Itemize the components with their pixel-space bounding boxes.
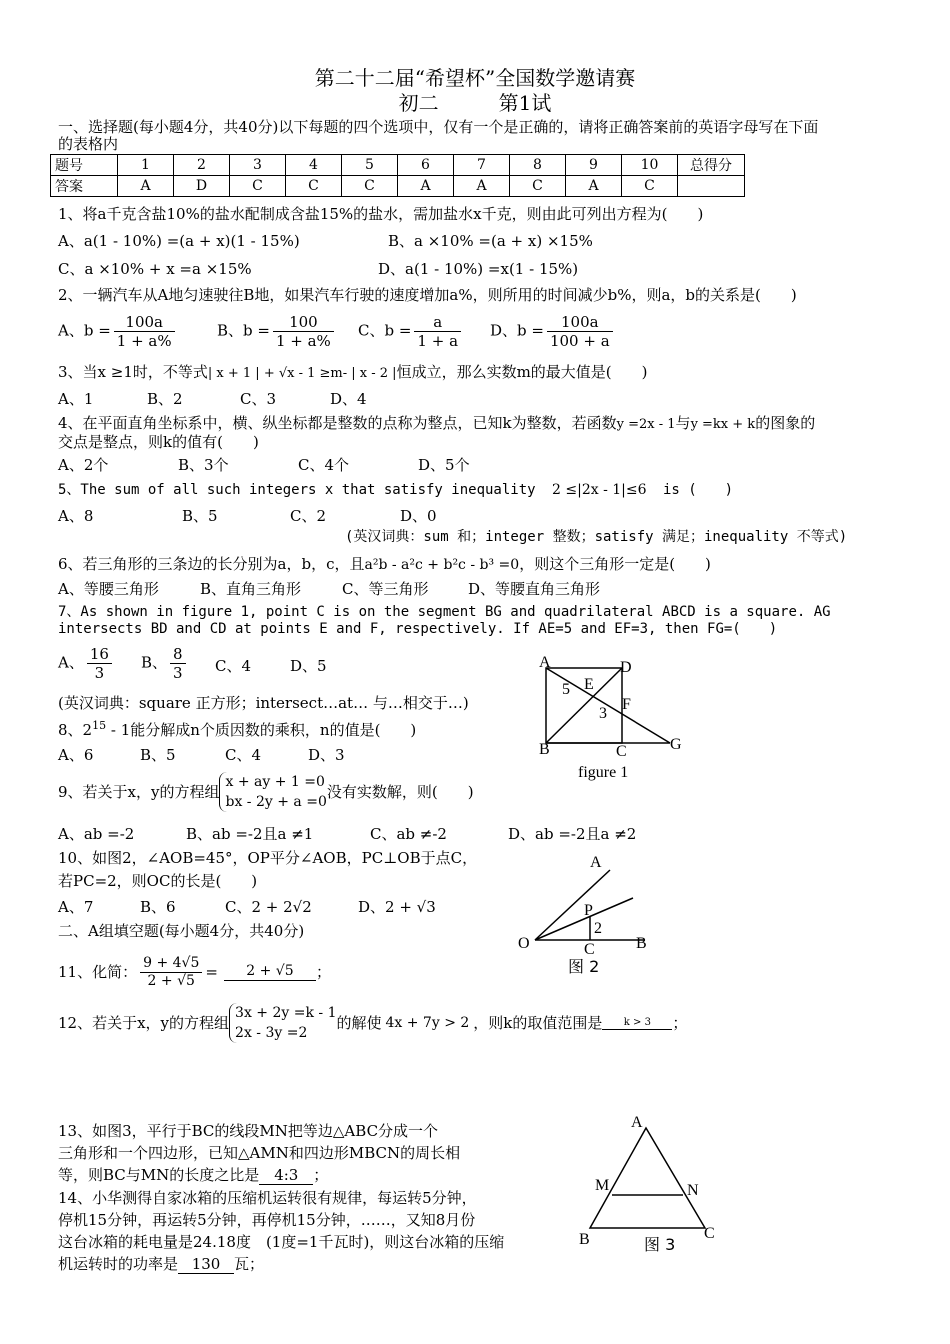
table-cell: A [398, 176, 454, 197]
q2-option-a [58, 313, 178, 350]
q8-option-c: C、4 [225, 746, 262, 764]
numerator: 100 [273, 313, 334, 332]
q11-answer: 2 + √5 [224, 963, 316, 981]
q13-text: ； [313, 1166, 329, 1184]
table-cell: C [622, 176, 678, 197]
q10-stem: 10、如图2，∠AOB=45°，OP平分∠AOB，PC⊥OB于点C， [58, 849, 478, 867]
label-g: G [670, 736, 682, 753]
q9-text: 9、若关于x，y的方程组 [58, 783, 220, 801]
q12-text: 12、若关于x，y的方程组 [58, 1014, 230, 1032]
q12-equation-2: 2x - 3y =2 [235, 1025, 308, 1041]
q10-option-d: D、2 + √3 [358, 898, 436, 916]
q4-option-c: C、4个 [298, 456, 350, 474]
q7-stem-cont: intersects BD and CD at points E and F, respectively. If AE=5 and EF=3, then FG=( ) [58, 621, 778, 637]
table-cell: 题号 [51, 155, 118, 176]
table-cell: C [342, 176, 398, 197]
q7-a-fraction [87, 645, 112, 682]
q14-line2: 停机15分钟，再运转5分钟，再停机15分钟，……，又知8月份 [58, 1211, 476, 1229]
q14-text: 机运转时的功率是 [58, 1255, 179, 1273]
table-cell: C [510, 176, 566, 197]
q5-option-a: A、8 [58, 507, 94, 525]
q2-d-prefix: D、b = [490, 321, 544, 340]
q8-option-a: A、6 [58, 746, 94, 764]
table-cell: C [230, 176, 286, 197]
table-cell: 9 [566, 155, 622, 176]
exam-subtitle: 初二 第1试 [398, 91, 552, 115]
q9-option-c: C、ab ≠-2 [370, 825, 447, 843]
label-b: B [636, 935, 647, 952]
q12 [58, 1000, 687, 1046]
section2-heading: 二、A组填空题(每小题4分，共40分) [58, 922, 305, 940]
table-cell: 7 [454, 155, 510, 176]
denominator: 1 + a [417, 332, 459, 350]
figure-2-diagram [515, 850, 665, 980]
q7-a-prefix: A、 [58, 653, 84, 672]
q8-exponent: 15 [92, 719, 107, 732]
q6-option-d: D、等腰直角三角形 [468, 580, 601, 598]
q5-option-c: C、2 [290, 507, 327, 525]
denominator: 100 + a [549, 332, 610, 350]
label-a: A [590, 854, 602, 871]
label-c: C [584, 941, 595, 958]
q3-option-d: D、4 [330, 390, 367, 408]
q7-option-a [58, 645, 115, 682]
q9-stem [58, 769, 474, 815]
q1-option-c: C、a ×10% + x =a ×15% [58, 260, 252, 278]
q3-text: 3、当 [58, 363, 98, 381]
table-cell: 6 [398, 155, 454, 176]
q3-stem [58, 363, 648, 382]
q5-text: 5、The sum of all such integers x that satisfy inequality [58, 482, 536, 498]
segment-ag [546, 668, 670, 743]
q11-fraction [140, 955, 202, 990]
denominator: 3 [94, 664, 105, 682]
table-cell: 8 [510, 155, 566, 176]
numerator: 9 + 4√5 [140, 955, 202, 973]
q7-b-prefix: B、 [141, 653, 168, 672]
q9-equation-2: bx - 2y + a =0 [225, 794, 327, 810]
q8-text: - 1 [106, 721, 131, 739]
q12-equation-1: 3x + 2y =k - 1 [235, 1004, 337, 1021]
numerator: 100a [547, 313, 613, 332]
q4-option-a: A、2个 [58, 456, 109, 474]
q3-option-a: A、1 [58, 390, 94, 408]
section1-heading: 一、选择题(每小题4分，共40分)以下每题的四个选项中，仅有一个是正确的，请将正确答案前的英语字母写在下面 [58, 118, 819, 136]
label-b: B [579, 1231, 590, 1248]
q12-text: ，则k的取值范围是 [473, 1014, 603, 1032]
label-c: C [704, 1225, 715, 1242]
q8-stem [58, 719, 416, 739]
q4-text: 与 [675, 414, 691, 432]
q9-equation-system [219, 772, 326, 813]
q5-option-b: B、5 [182, 507, 218, 525]
denominator: 1 + a% [116, 332, 172, 350]
q4-function-2: y =kx + k [690, 417, 756, 432]
section1-heading-cont: 的表格内 [58, 135, 119, 153]
q9-option-d: D、ab =-2且a ≠2 [508, 825, 637, 843]
figure-2-caption: 图 2 [568, 957, 600, 976]
q12-condition: 4x + 7y > 2 [385, 1014, 470, 1031]
q3-text: 恒成立，那么实数m的最大值是( ) [396, 363, 648, 381]
q2-c-prefix: C、b = [358, 321, 412, 340]
q8-option-b: B、5 [140, 746, 176, 764]
label-ae-length: 5 [562, 681, 570, 698]
q11-text: 11、化简： [58, 963, 138, 981]
q2-option-d [490, 313, 616, 350]
q7-option-c: C、4 [215, 657, 252, 675]
q2-c-fraction [414, 313, 461, 350]
label-b: B [539, 741, 550, 758]
figure-2 [515, 850, 665, 980]
label-e: E [584, 676, 594, 693]
table-cell: 10 [622, 155, 678, 176]
q13-line2: 三角形和一个四边形，已知△AMN和四边形MBCN的周长相 [58, 1144, 461, 1162]
figure-3-diagram [570, 1110, 730, 1260]
q10-option-a: A、7 [58, 898, 94, 916]
label-m: M [595, 1177, 610, 1194]
denominator: 3 [173, 664, 183, 682]
q7-b-fraction [170, 645, 186, 682]
q4-stem [58, 414, 815, 433]
q2-option-b [217, 313, 337, 350]
q3-inequality: | x + 1 | + √x - 1 ≥m- | x - 2 | [207, 366, 397, 381]
table-cell: 总得分 [678, 155, 745, 176]
q5-stem [58, 482, 733, 499]
q5-dictionary: (英汉词典：sum 和；integer 整数；satisfy 满足；inequality 不等式) [345, 529, 848, 545]
label-n: N [687, 1182, 699, 1199]
q9-equation-1: x + ay + 1 =0 [225, 773, 325, 790]
q9-option-b: B、ab =-2且a ≠1 [186, 825, 314, 843]
figure-1-diagram [530, 650, 700, 785]
q8-text: 8、 [58, 721, 83, 739]
q14-line3: 这台冰箱的耗电量是24.18度 (1度=1千瓦时)，则这台冰箱的压缩 [58, 1233, 505, 1251]
figure-3 [570, 1110, 730, 1260]
table-cell: D [174, 176, 230, 197]
label-o: O [518, 935, 530, 952]
q6-option-c: C、等三角形 [342, 580, 429, 598]
q3-option-c: C、3 [240, 390, 277, 408]
q12-answer: k > 3 [602, 1017, 672, 1030]
q7-stem: 7、As shown in figure 1, point C is on the segment BG and quadrilateral ABCD is a square. AG [58, 604, 831, 620]
q8-text: 能分解成n个质因数的乘积，n的值是( ) [130, 721, 417, 739]
q6-text: 6、若三角形的三条边的长分别为a，b，c，且 [58, 555, 365, 573]
label-f: F [622, 696, 631, 713]
q6-text: ，则这个三角形一定是( ) [519, 555, 711, 573]
table-cell: 2 [174, 155, 230, 176]
q13-text: 等，则BC与MN的长度之比是 [58, 1166, 260, 1184]
q10-stem-cont: 若PC=2，则OC的长是( ) [58, 872, 258, 890]
q2-b-prefix: B、b = [217, 321, 270, 340]
q7-dictionary: (英汉词典：square 正方形；intersect…at… 与…相交于…) [58, 694, 469, 712]
q14-answer: 130 [178, 1255, 234, 1274]
q14-line4 [58, 1255, 264, 1274]
q5-inequality: 2 ≤|2x - 1|≤6 [552, 482, 647, 498]
q10-option-c: C、2 + 2√2 [225, 898, 312, 916]
q1-option-a: A、a(1 - 10%) =(a + x)(1 - 15%) [58, 232, 300, 250]
table-cell: C [286, 176, 342, 197]
q5-text: is ( ) [662, 482, 734, 498]
q9-text: 没有实数解，则( ) [326, 783, 474, 801]
q1-option-b: B、a ×10% =(a + x) ×15% [388, 232, 593, 250]
numerator: a [414, 313, 461, 332]
q11-text: ； [315, 963, 331, 981]
q4-text: 的图象的 [755, 414, 816, 432]
table-row [51, 176, 745, 197]
table-cell [678, 176, 745, 197]
q2-a-prefix: A、b = [58, 321, 111, 340]
q6-equation: a²b - a²c + b²c - b³ =0 [364, 557, 520, 573]
label-p: P [584, 902, 593, 919]
q1-option-d: D、a(1 - 10%) =x(1 - 15%) [378, 260, 579, 278]
q11-equals: = [205, 963, 218, 981]
table-row [51, 155, 745, 176]
q4-option-d: D、5个 [418, 456, 470, 474]
q6-option-a: A、等腰三角形 [58, 580, 159, 598]
q12-text: 的解使 [336, 1014, 382, 1032]
q3-text: 时，不等式 [132, 363, 208, 381]
q13-answer: 4:3 [259, 1166, 313, 1185]
label-a: A [539, 654, 551, 671]
q2-stem: 2、一辆汽车从A地匀速驶往B地，如果汽车行驶的速度增加a%，则所用的时间减少b%，则a，b的关系是( ) [58, 286, 797, 304]
q4-stem-cont: 交点是整点，则k的值有( ) [58, 433, 259, 451]
q14-line1: 14、小华测得自家冰箱的压缩机运转很有规律，每运转5分钟， [58, 1189, 477, 1207]
q3-condition: x ≥1 [97, 363, 133, 381]
q13-line1: 13、如图3，平行于BC的线段MN把等边△ABC分成一个 [58, 1122, 439, 1140]
label-d: D [620, 659, 632, 676]
q9-option-a: A、ab =-2 [58, 825, 135, 843]
table-cell: 5 [342, 155, 398, 176]
q14-text: 瓦； [234, 1255, 265, 1273]
numerator: 100a [114, 313, 175, 332]
label-c: C [616, 743, 627, 760]
q2-a-fraction [114, 313, 175, 350]
q12-text: ； [672, 1014, 688, 1032]
q4-text: 4、在平面直角坐标系中，横、纵坐标都是整数的点称为整点，已知k为整数，若函数 [58, 414, 617, 432]
q13-line3 [58, 1166, 328, 1185]
q2-option-c [358, 313, 464, 350]
table-cell: A [566, 176, 622, 197]
denominator: 1 + a% [275, 332, 331, 350]
numerator: 8 [170, 645, 186, 664]
q2-b-fraction [273, 313, 334, 350]
q6-stem [58, 555, 711, 574]
q4-function-1: y =2x - 1 [616, 417, 676, 432]
q2-d-fraction [547, 313, 613, 350]
table-cell: A [454, 176, 510, 197]
label-ef-length: 3 [599, 705, 607, 722]
answer-table [50, 154, 745, 197]
table-cell: 1 [118, 155, 174, 176]
denominator: 2 + √5 [147, 972, 195, 989]
q4-option-b: B、3个 [178, 456, 229, 474]
figure-1-caption: figure 1 [578, 764, 629, 781]
q7-option-b [141, 645, 189, 682]
q11 [58, 950, 331, 994]
q5-option-d: D、0 [400, 507, 437, 525]
q6-option-b: B、直角三角形 [200, 580, 302, 598]
exam-title: 第二十二届“希望杯”全国数学邀请赛 [314, 66, 636, 90]
table-cell: 4 [286, 155, 342, 176]
q3-option-b: B、2 [147, 390, 183, 408]
table-cell: A [118, 176, 174, 197]
q12-equation-system [229, 1003, 336, 1044]
q8-base: 2 [82, 721, 93, 739]
figure-3-caption: 图 3 [644, 1235, 676, 1254]
q10-option-b: B、6 [140, 898, 176, 916]
label-a: A [631, 1114, 643, 1131]
table-cell: 3 [230, 155, 286, 176]
q8-option-d: D、3 [308, 746, 345, 764]
numerator: 16 [87, 645, 112, 664]
figure-1 [530, 650, 700, 785]
table-cell: 答案 [51, 176, 118, 197]
q1-stem: 1、将a千克含盐10%的盐水配制成含盐15%的盐水，需加盐水x千克，则由此可列出方程为( ) [58, 205, 704, 223]
q7-option-d: D、5 [290, 657, 327, 675]
label-pc-length: 2 [594, 920, 602, 937]
